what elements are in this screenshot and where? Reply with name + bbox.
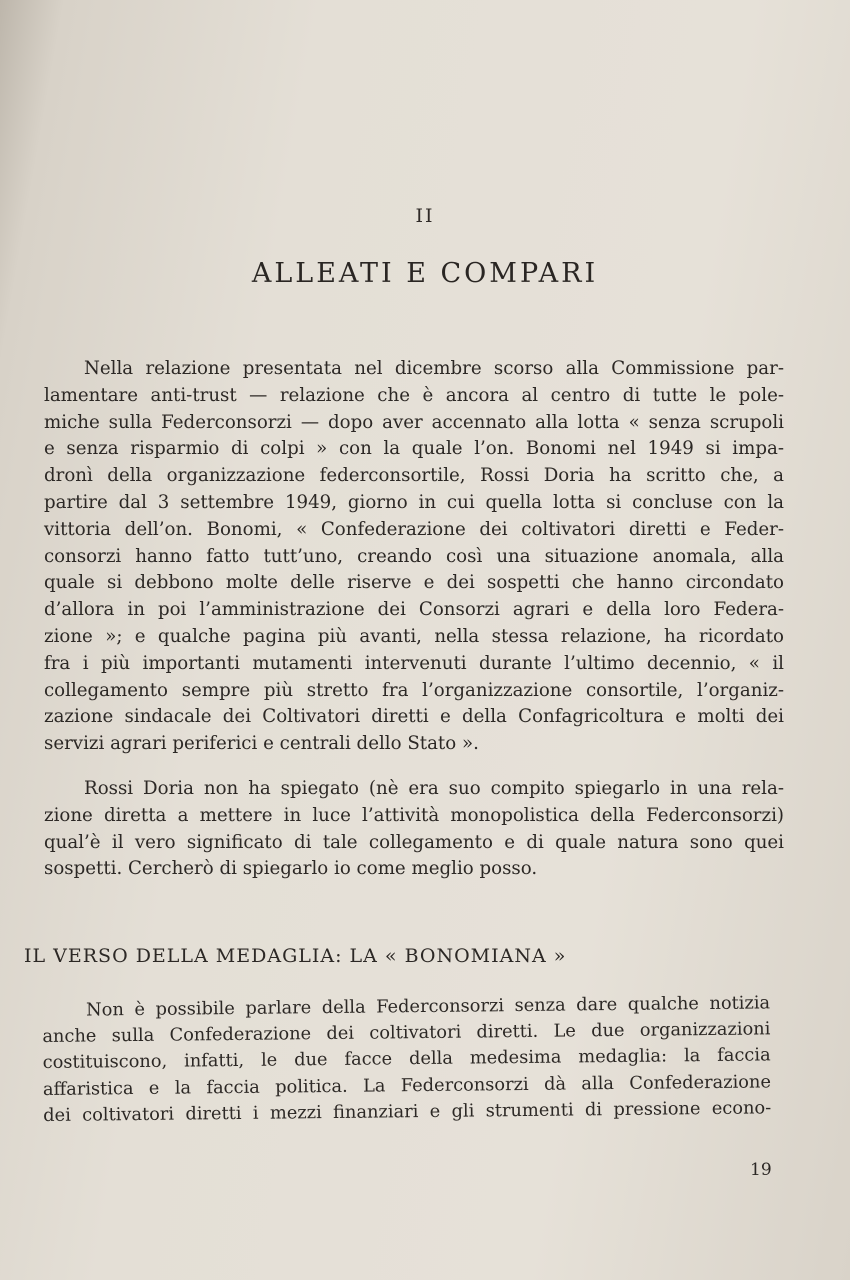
text-line: qual’è il vero significato di tale collegamento e di quale natura sono quei [44,831,784,853]
text-line: miche sulla Federconsorzi — dopo aver accennato alla lotta « senza scrupoli [44,411,784,433]
text-line: vittoria dell’on. Bonomi, « Confederazione dei coltivatori diretti e Feder- [44,518,784,540]
text-line: sospetti. Cercherò di spiegarlo io come meglio posso. [44,858,538,880]
section-heading: IL VERSO DELLA MEDAGLIA: LA « BONOMIANA » [24,945,567,967]
chapter-title: ALLEATI E COMPARI [251,258,599,289]
text-line: costituiscono, infatti, le due facce della medesima medaglia: la faccia [42,1044,771,1074]
text-line: servizi agrari periferici e centrali dello Stato ». [44,733,479,755]
text-line: collegamento sempre più stretto fra l’organizzazione consortile, l’organiz- [44,679,784,701]
text-line: Rossi Doria non ha spiegato (nè era suo compito spiegarlo in una rela- [84,778,784,799]
page-number: 19 [750,1160,772,1180]
text-line: zione diretta a mettere in luce l’attività monopolistica della Federconsorzi) [44,804,784,826]
text-line: zazione sindacale dei Coltivatori diretti e della Confagricoltura e molti dei [44,706,784,728]
text-line: e senza risparmio di colpi » con la quale l’on. Bonomi nel 1949 si impa- [44,438,784,460]
text-line: partire dal 3 settembre 1949, giorno in cui quella lotta si concluse con la [44,491,784,513]
text-line: d’allora in poi l’amministrazione dei Consorzi agrari e della loro Federa- [44,599,784,621]
text-line: anche sulla Confederazione dei coltivatori diretti. Le due organizzazioni [42,1018,771,1048]
text-line: zione »; e qualche pagina più avanti, nella stessa relazione, ha ricordato [44,625,784,647]
paragraph-2 [44,776,784,883]
paragraph-3 [42,990,771,1129]
paragraph-1 [44,356,784,758]
text-line: Nella relazione presentata nel dicembre scorso alla Commissione par- [84,358,784,379]
text-line: consorzi hanno fatto tutt’uno, creando così una situazione anomala, alla [44,545,784,567]
text-line: dei coltivatori diretti i mezzi finanziari e gli strumenti di pressione econo- [43,1097,772,1126]
text-line: dronì della organizzazione federconsortile, Rossi Doria ha scritto che, a [44,465,784,487]
text-line: lamentare anti-trust — relazione che è ancora al centro di tutte le pole- [44,384,784,406]
text-line: Non è possibile parlare della Federconsorzi senza dare qualche notizia [86,992,771,1021]
text-line: quale si debbono molte delle riserve e dei sospetti che hanno circondato [44,572,784,594]
chapter-number: II [415,205,435,227]
text-line: affaristica e la faccia politica. La Federconsorzi dà alla Confederazione [42,1070,772,1100]
text-line: fra i più importanti mutamenti intervenuti durante l’ultimo decennio, « il [44,652,784,674]
